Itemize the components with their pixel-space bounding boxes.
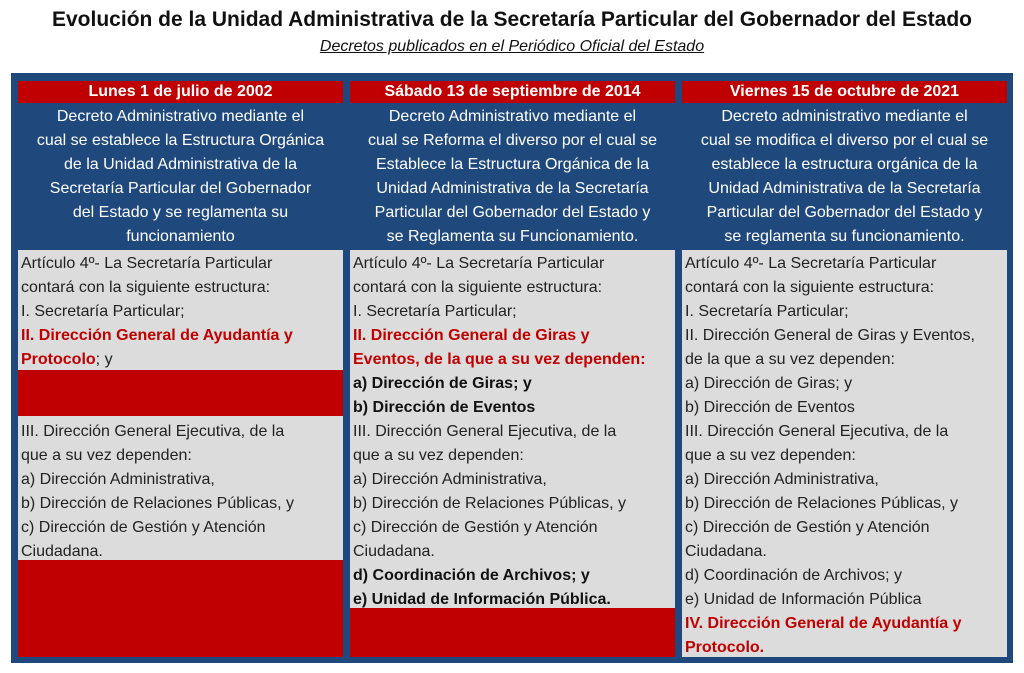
article-line: Ciudadana. — [353, 543, 435, 560]
column-2014 — [350, 73, 675, 663]
article-line: e) Unidad de Información Pública — [685, 591, 922, 608]
document-title: Evolución de la Unidad Administrativa de la Secretaría Particular del Gobernador del Estado — [52, 8, 972, 31]
decree-line: cual se Reforma el diverso por el cual se — [367, 132, 658, 149]
article-line-new: d) Coordinación de Archivos; y — [353, 567, 590, 584]
decree-comparison-table — [11, 73, 1013, 663]
removed-block — [18, 370, 343, 416]
decree-line: Decreto Administrativo mediante el — [56, 108, 305, 125]
article-line: que a su vez dependen: — [353, 447, 524, 464]
removed-block — [350, 608, 675, 657]
article-line: III. Dirección General Ejecutiva, de la — [685, 423, 949, 440]
subtitle-text: Decretos publicados en el Periódico Oficial del Estado — [319, 38, 705, 55]
article-line: a) Dirección de Giras; y — [685, 375, 853, 392]
article-line-highlight: II. Dirección General de Ayudantía y — [21, 327, 293, 344]
decree-description — [350, 105, 675, 245]
article-line-new: e) Unidad de Información Pública. — [353, 591, 611, 608]
article-line: Ciudadana. — [21, 543, 103, 560]
article-line: III. Dirección General Ejecutiva, de la — [353, 423, 617, 440]
article-line: I. Secretaría Particular; — [21, 303, 185, 320]
decree-line: Decreto Administrativo mediante el — [388, 108, 637, 125]
article-line: c) Dirección de Gestión y Atención — [353, 519, 598, 536]
column-2002 — [18, 73, 343, 663]
article-line: Ciudadana. — [685, 543, 767, 560]
article-line: a) Dirección Administrativa, — [21, 471, 215, 488]
article-body — [350, 250, 675, 657]
article-line: a) Dirección Administrativa, — [353, 471, 547, 488]
decree-line: Establece la Estructura Orgánica de la — [375, 156, 650, 173]
decree-description — [682, 105, 1007, 245]
article-line — [21, 348, 340, 372]
article-body — [682, 250, 1007, 657]
removed-block — [18, 560, 343, 657]
article-line: d) Coordinación de Archivos; y — [685, 567, 902, 584]
article-line-highlight: Protocolo — [21, 351, 96, 368]
date-header: Viernes 15 de octubre de 2021 — [682, 81, 1007, 103]
decree-line: Secretaría Particular del Gobernador — [49, 180, 312, 197]
article-line: b) Dirección de Relaciones Públicas, y — [685, 495, 959, 512]
article-line-new: a) Dirección de Giras; y — [353, 375, 532, 392]
article-line: b) Dirección de Relaciones Públicas, y — [21, 495, 295, 512]
article-line: contará con la siguiente estructura: — [685, 279, 935, 296]
decree-line: cual se establece la Estructura Orgánica — [36, 132, 325, 149]
decree-line: se Reglamenta su Funcionamiento. — [386, 228, 639, 245]
article-line: contará con la siguiente estructura: — [21, 279, 271, 296]
date-header: Sábado 13 de septiembre de 2014 — [350, 81, 675, 103]
article-line: que a su vez dependen: — [685, 447, 856, 464]
article-line: que a su vez dependen: — [21, 447, 192, 464]
decree-line: Unidad Administrativa de la Secretaría — [708, 180, 981, 197]
decree-line: se reglamenta su funcionamiento. — [724, 228, 965, 245]
article-line: contará con la siguiente estructura: — [353, 279, 603, 296]
article-body — [18, 250, 343, 657]
article-line: a) Dirección Administrativa, — [685, 471, 879, 488]
decree-line: de la Unidad Administrativa de la — [63, 156, 298, 173]
article-line: II. Dirección General de Giras y Eventos, — [685, 327, 975, 344]
date-header: Lunes 1 de julio de 2002 — [18, 81, 343, 103]
article-line-highlight: IV. Dirección General de Ayudantía y — [685, 615, 962, 632]
article-line: c) Dirección de Gestión y Atención — [685, 519, 930, 536]
decree-line: funcionamiento — [126, 228, 235, 245]
article-line: b) Dirección de Relaciones Públicas, y — [353, 495, 627, 512]
decree-line: Particular del Gobernador del Estado y — [706, 204, 983, 221]
decree-line: establece la estructura orgánica de la — [711, 156, 978, 173]
decree-line: Particular del Gobernador del Estado y — [374, 204, 651, 221]
article-line-highlight: II. Dirección General de Giras y — [353, 327, 590, 344]
article-line: c) Dirección de Gestión y Atención — [21, 519, 266, 536]
column-2021 — [682, 73, 1007, 663]
decree-line: Decreto administrativo mediante el — [721, 108, 968, 125]
article-line-highlight: Eventos, de la que a su vez dependen: — [353, 351, 646, 368]
article-line: Artículo 4º- La Secretaría Particular — [685, 255, 937, 272]
article-line-highlight: Protocolo. — [685, 639, 765, 656]
article-line: Artículo 4º- La Secretaría Particular — [21, 255, 273, 272]
article-line: b) Dirección de Eventos — [685, 399, 855, 416]
article-line: Artículo 4º- La Secretaría Particular — [353, 255, 605, 272]
decree-line: Unidad Administrativa de la Secretaría — [376, 180, 649, 197]
decree-line: cual se modifica el diverso por el cual se — [700, 132, 989, 149]
decree-line: del Estado y se reglamenta su — [72, 204, 289, 221]
article-line: I. Secretaría Particular; — [685, 303, 849, 320]
document-subtitle — [0, 38, 1024, 56]
article-line: I. Secretaría Particular; — [353, 303, 517, 320]
article-line: III. Dirección General Ejecutiva, de la — [21, 423, 285, 440]
article-line-new: b) Dirección de Eventos — [353, 399, 536, 416]
article-line: de la que a su vez dependen: — [685, 351, 895, 368]
decree-description — [18, 105, 343, 245]
article-line-suffix: ; y — [95, 351, 113, 368]
